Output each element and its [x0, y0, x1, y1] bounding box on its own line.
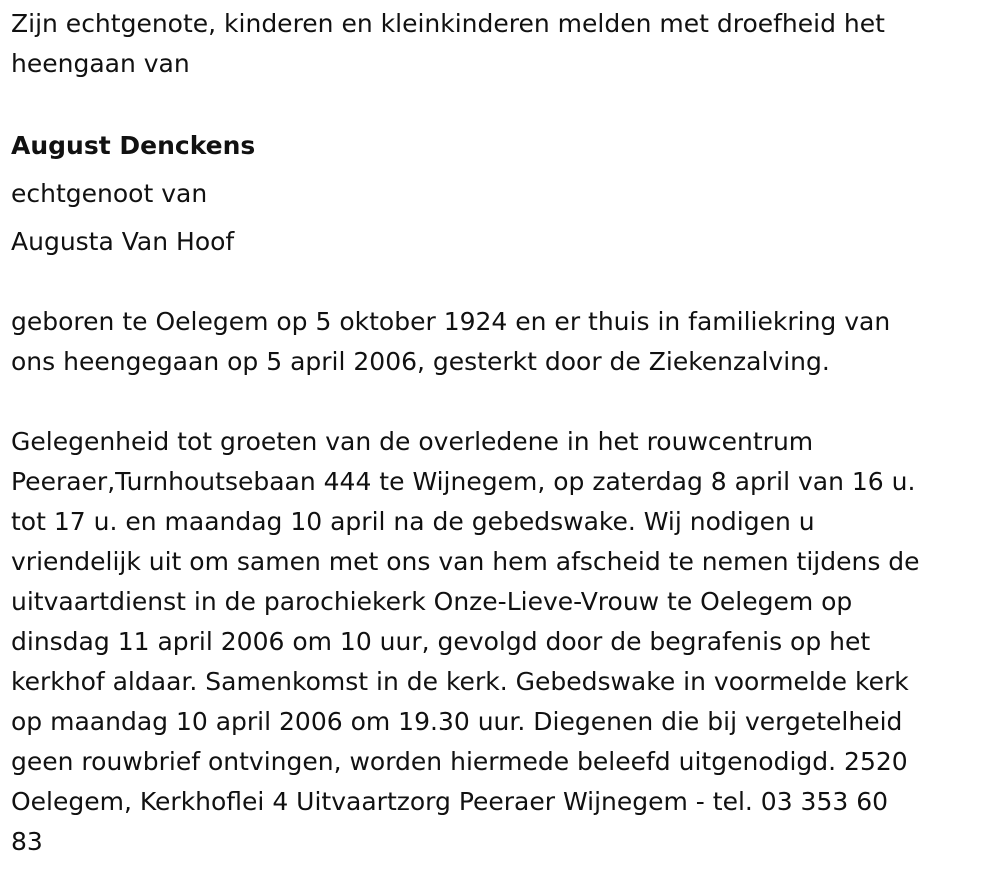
- intro-line: Zijn echtgenote, kinderen en kleinkinderen melden met droefheid het: [11, 9, 885, 38]
- spouse-name: [11, 222, 234, 262]
- details-line: 83: [11, 827, 43, 856]
- details-line: tot 17 u. en maandag 10 april na de gebedswake. Wij nodigen u: [11, 507, 815, 536]
- birth-death-paragraph: [11, 302, 890, 382]
- birth-death-line: ons heengegaan op 5 april 2006, gesterkt door de Ziekenzalving.: [11, 347, 830, 376]
- intro-paragraph: [11, 4, 885, 84]
- birth-death-line: geboren te Oelegem op 5 oktober 1924 en er thuis in familiekring van: [11, 307, 891, 336]
- details-line: dinsdag 11 april 2006 om 10 uur, gevolgd door de begrafenis op het: [11, 627, 871, 656]
- relation-text: echtgenoot van: [11, 179, 208, 208]
- details-line: kerkhof aldaar. Samenkomst in de kerk. Gebedswake in voormelde kerk: [11, 667, 909, 696]
- details-line: vriendelijk uit om samen met ons van hem afscheid te nemen tijdens de: [11, 547, 920, 576]
- deceased-name-text: August Denckens: [11, 131, 256, 160]
- details-line: geen rouwbrief ontvingen, worden hiermede beleefd uitgenodigd. 2520: [11, 747, 908, 776]
- spouse-name-text: Augusta Van Hoof: [11, 227, 235, 256]
- deceased-name: [11, 126, 255, 166]
- details-line: op maandag 10 april 2006 om 19.30 uur. Diegenen die bij vergetelheid: [11, 707, 903, 736]
- relation-line: [11, 174, 207, 214]
- details-paragraph: [11, 422, 920, 862]
- details-line: uitvaartdienst in de parochiekerk Onze-Lieve-Vrouw te Oelegem op: [11, 587, 853, 616]
- details-line: Gelegenheid tot groeten van de overledene in het rouwcentrum: [11, 427, 814, 456]
- intro-line: heengaan van: [11, 49, 190, 78]
- details-line: Peeraer,Turnhoutsebaan 444 te Wijnegem, op zaterdag 8 april van 16 u.: [11, 467, 916, 496]
- details-line: Oelegem, Kerkhoflei 4 Uitvaartzorg Peeraer Wijnegem - tel. 03 353 60: [11, 787, 889, 816]
